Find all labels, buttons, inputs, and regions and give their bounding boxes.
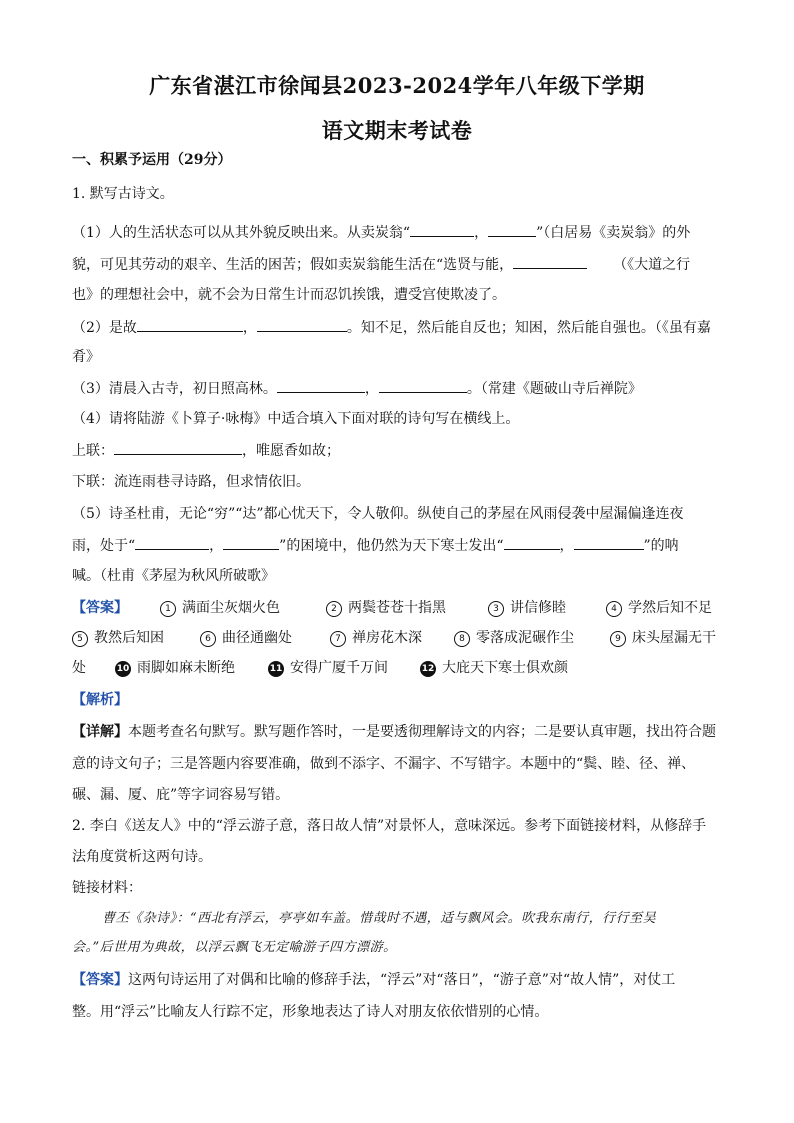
answer-item: 8 零落成泥碾作尘 [454,628,574,648]
detail-line1: 【详解】本题考查名句默写。默写题作答时，一是要透彻理解诗文的内容；二是要认真审题，找出符合题 [72,724,716,740]
question-2-line1: 2. 李白《送友人》中的“浮云游子意，落日故人情”对景怀人，意味深远。参考下面链接材料，从修辞手 [72,818,707,834]
q1-part3: （3）清晨入古寺，初日照高林。 ， 。（常建《题破山寺后禅院》 [72,378,642,399]
answer-blank[interactable] [135,535,209,550]
answer-blank[interactable] [277,378,365,393]
answer-item: 10 雨脚如麻未断绝 [116,660,235,676]
answer-item: 12 大庇天下寒士俱欢颜 [421,660,568,676]
q1-part5-line3: 喊。（杜甫《茅屋为秋风所破歌》 [72,568,275,584]
answer-blank[interactable] [410,222,474,237]
couplet-upper: 上联： ，唯愿香如故； [72,440,340,461]
answer-blank[interactable] [504,535,560,550]
answer-item: 7 禅房花木深 [330,628,422,648]
answer-label: 【答案】 [72,600,128,616]
answer-blank[interactable] [488,222,536,237]
q1-part2-line1: （2）是故 ， 。知不足，然后能自反也；知困，然后能自强也。（《虽有嘉 [72,317,711,338]
analysis-label: 【解析】 [72,692,128,708]
answer-item: 5 教然后知困 [72,628,164,648]
exam-title-line1: 广东省湛江市徐闻县2023-2024学年八年级下学期 [149,73,645,98]
couplet-lower: 下联：流连雨巷寻诗路，但求情依旧。 [72,474,310,490]
answer-blank[interactable] [513,254,587,269]
q1-part5-line1: （5）诗圣杜甫，无论“穷”“达”都心忧天下，令人敬仰。纵使自己的茅屋在风雨侵袭中屋漏偏逢连夜 [72,506,684,522]
answer-blank[interactable] [223,535,279,550]
detail-line2: 意的诗文句子；三是答题内容要准确，做到不添字、不漏字、不写错字。本题中的“鬓、睦、径、禅、 [72,756,696,772]
q1-part5-line2: 雨，处于“ ， ”的困境中，他仍然为天下寒士发出“ ， ”的呐 [72,535,679,556]
answer-blank[interactable] [257,317,347,332]
quote-line1: 曹丕《杂诗》：“西北有浮云，亭亭如车盖。惜哉时不遇，适与飘风会。吹我东南行，行行至吴 [102,911,657,926]
answer-blank[interactable] [114,440,242,455]
q1-part1-line2: 貌，可见其劳动的艰辛、生活的困苦；假如卖炭翁能生活在“选贤与能， （《大道之行 [72,254,690,275]
q2-answer-line1: 【答案】这两句诗运用了对偶和比喻的修辞手法，“浮云”对“落日”，“游子意”对“故人情”，对仗工 [72,972,676,988]
answer-blank[interactable] [574,535,644,550]
q1-part4: （4）请将陆游《卜算子·咏梅》中适合填入下面对联的诗句写在横线上。 [72,411,520,427]
section-heading: 一、积累予运用（29分） [72,152,232,168]
answer-item: 1 满面尘灰烟火色 [160,598,280,618]
answer-blank[interactable] [379,378,467,393]
quote-line2: 会。”后世用为典故，以浮云飘飞无定喻游子四方漂游。 [72,940,397,955]
answer-item: 4 学然后知不足 [606,598,712,618]
answer-item: 2 两鬓苍苍十指黑 [326,598,446,618]
link-material-label: 链接材料： [72,880,142,896]
answer-9-continuation: 处 [72,660,86,676]
answer-item: 9 床头屋漏无干 [610,628,716,648]
q1-part2-line2: 肴》 [72,349,100,365]
answer-item: 11 安得广厦千万间 [269,660,388,676]
answer-blank[interactable] [137,317,243,332]
answer-item: 6 曲径通幽处 [200,628,292,648]
question-2-line2: 法角度赏析这两句诗。 [72,849,212,865]
detail-line3: 碾、漏、厦、庇”等字词容易写错。 [72,787,290,803]
answer-item: 3 讲信修睦 [488,598,566,618]
q1-part1-line1: （1）人的生活状态可以从其外貌反映出来。从卖炭翁“ ， ”（白居易《卖炭翁》的外 [72,222,690,243]
q2-answer-line2: 整。用“浮云”比喻友人行踪不定，形象地表达了诗人对朋友依依惜别的心情。 [72,1004,549,1020]
exam-title-line2: 语文期末考试卷 [321,118,473,143]
question-1-intro: 1. 默写古诗文。 [72,186,174,202]
q1-part1-line3: 也》的理想社会中，就不会为日常生计而忍饥挨饿，遭受宫使欺凌了。 [72,287,506,303]
